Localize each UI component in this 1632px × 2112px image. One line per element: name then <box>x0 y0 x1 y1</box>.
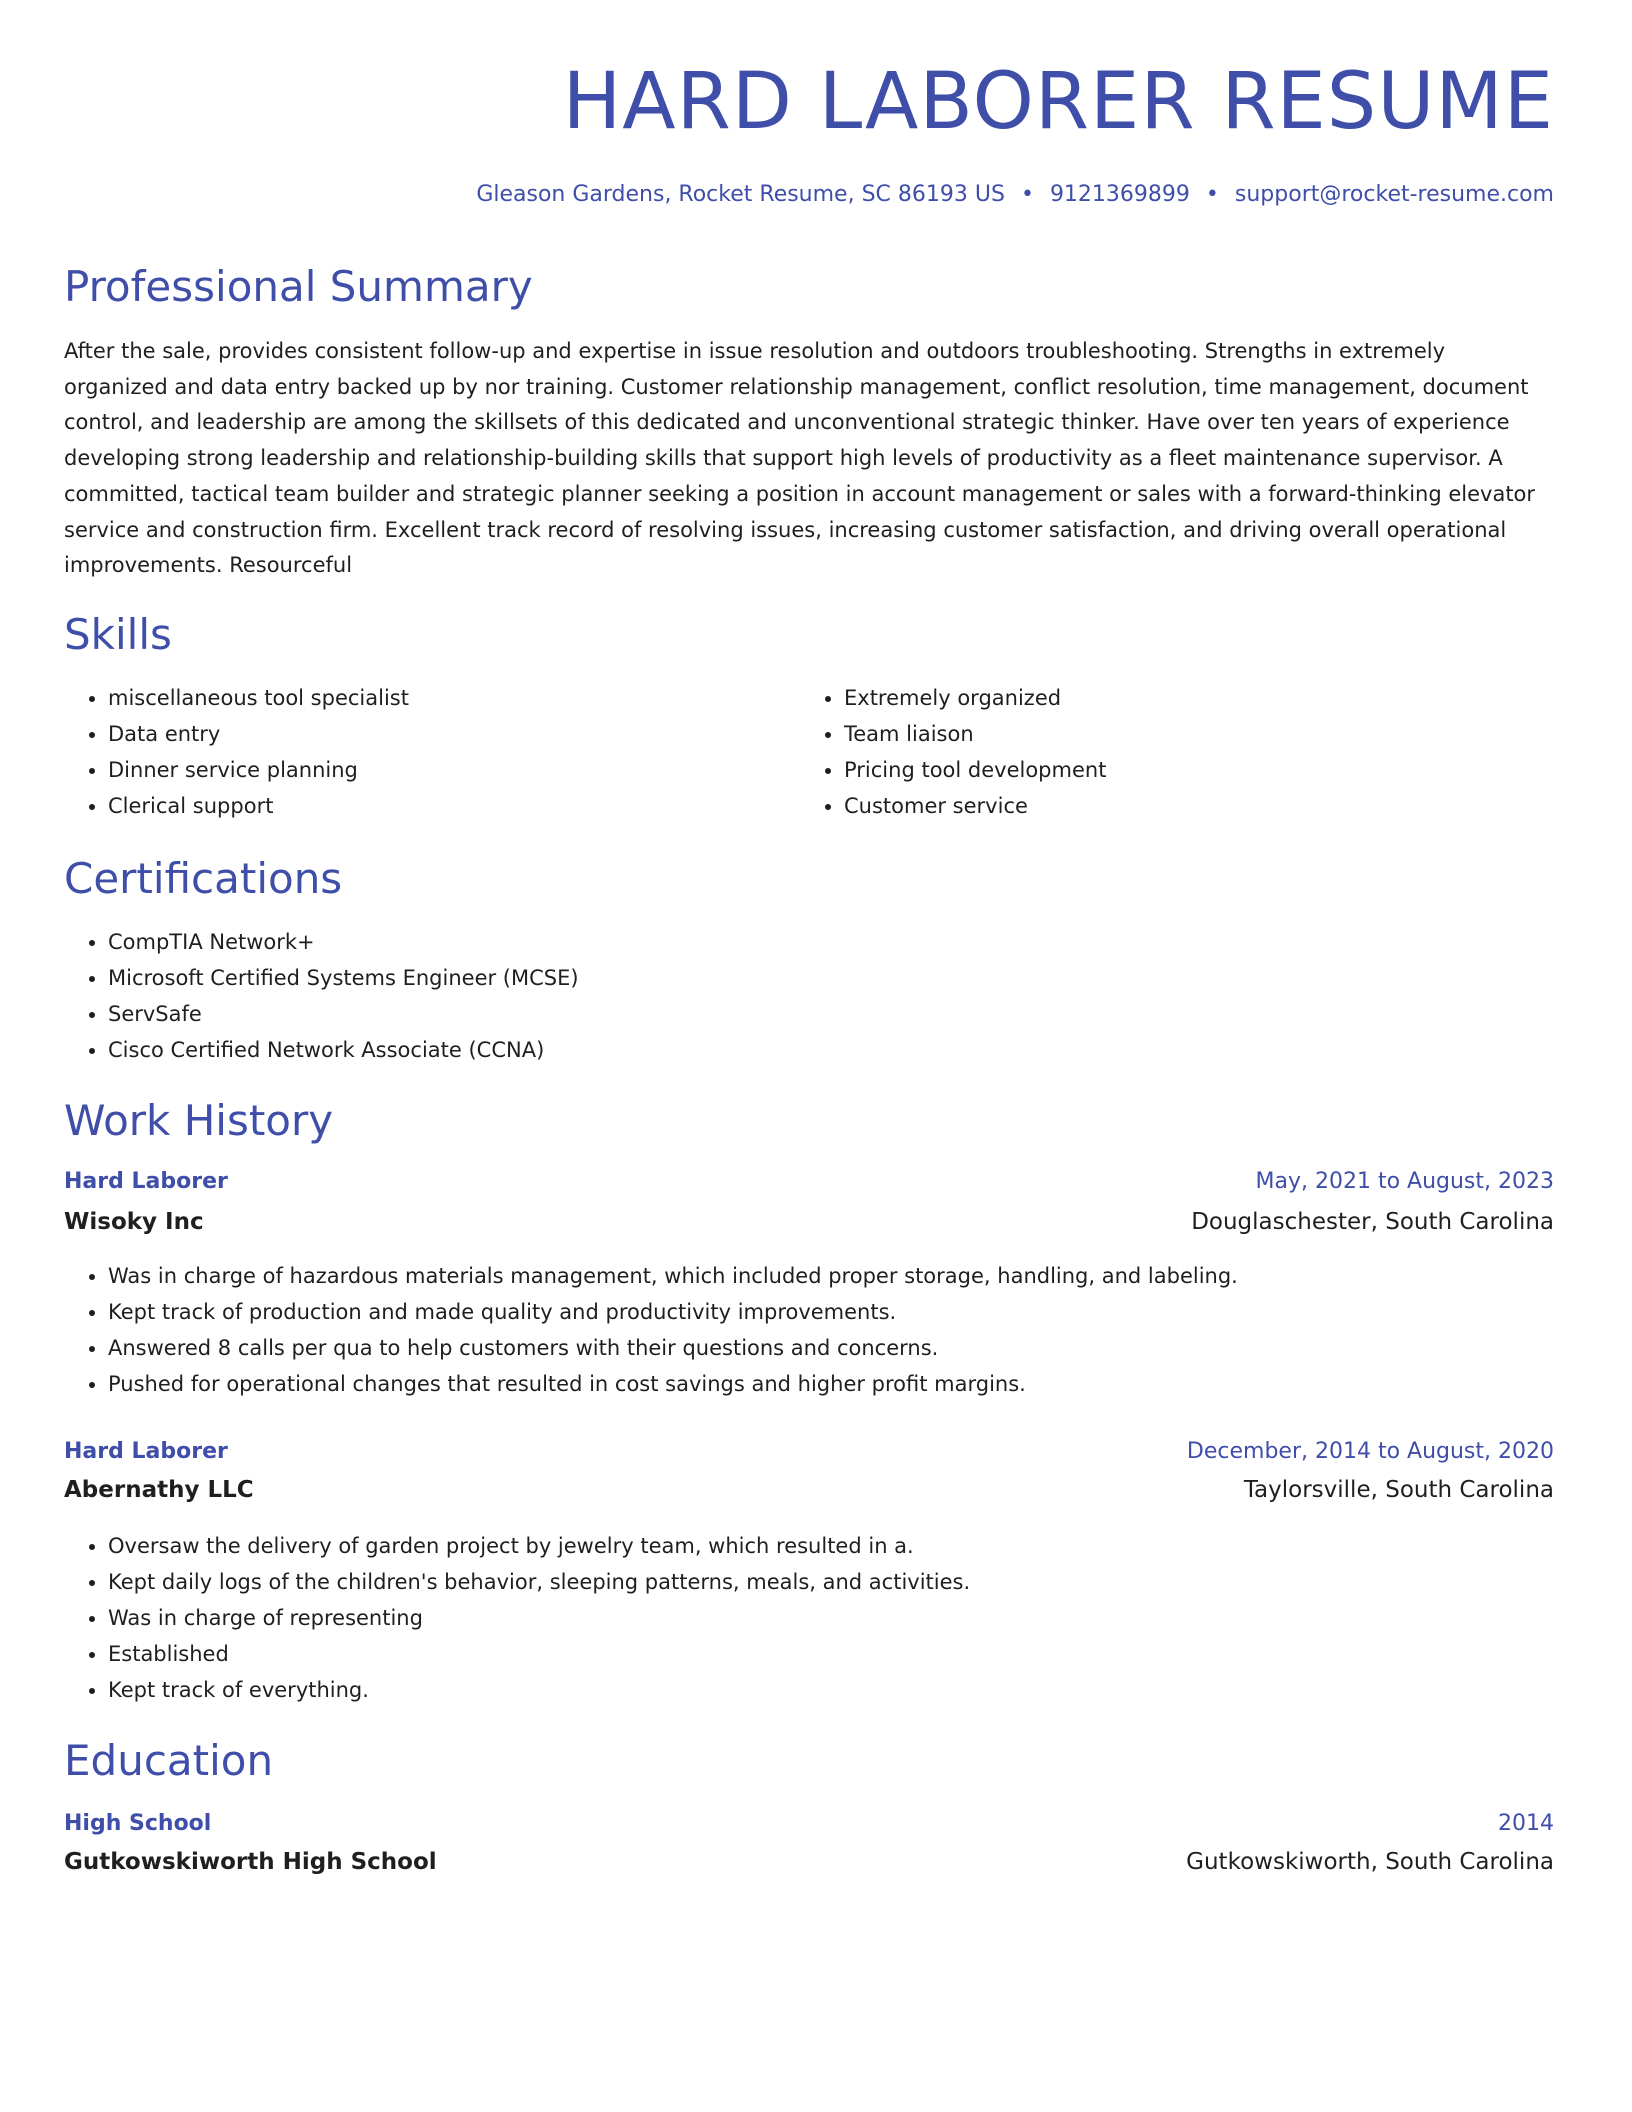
job-bullet: • Was in charge of hazardous materials management, which included proper storage, handling, and labeling. <box>108 1258 1548 1294</box>
job-bullet: • Kept track of everything. <box>108 1672 1548 1708</box>
skill-item: • Dinner service planning <box>108 752 798 788</box>
education-header-row <box>64 1808 1554 1840</box>
job-bullet: • Kept daily logs of the children's behavior, sleeping patterns, meals, and activities. <box>108 1564 1548 1600</box>
education-location: Gutkowskiworth, South Carolina <box>1186 1849 1554 1875</box>
certification-item: • Cisco Certified Network Associate (CCNA) <box>108 1032 1508 1068</box>
job-company: Abernathy LLC <box>64 1477 254 1503</box>
skill-item: • miscellaneous tool specialist <box>108 680 798 716</box>
certification-item: • CompTIA Network+ <box>108 924 1508 960</box>
education-year: 2014 <box>1498 1811 1554 1836</box>
job-header-row <box>64 1436 1554 1468</box>
certification-item: • ServSafe <box>108 996 1508 1032</box>
summary-heading: Professional Summary <box>64 262 533 311</box>
job-company: Wisoky Inc <box>64 1209 204 1235</box>
summary-text: After the sale, provides consistent follow-up and expertise in issue resolution and outdoors troubleshooting. Strengths in extremely organized and data entry backed up by nor training. Customer relationship management, conflict resolution, time management, document control, and leadership are among the skillsets of this dedicated and unconventional strategic thinker. Have over ten years of experience developing strong leadership and relationship-building skills that support high levels of productivity as a fleet maintenance supervisor. A committed, tactical team builder and strategic planner seeking a position in account management or sales with a forward-thinking elevator service and construction firm. Excellent track record of resolving issues, increasing customer satisfaction, and driving overall operational improvements. Resourceful <box>64 339 1536 578</box>
job-title: Hard Laborer <box>64 1439 228 1464</box>
skill-item: • Pricing tool development <box>844 752 1544 788</box>
job-location: Taylorsville, South Carolina <box>1243 1477 1554 1503</box>
job-dates: May, 2021 to August, 2023 <box>1255 1169 1554 1194</box>
job-bullet: • Answered 8 calls per qua to help customers with their questions and concerns. <box>108 1330 1548 1366</box>
education-school: Gutkowskiworth High School <box>64 1849 437 1875</box>
skill-item: • Data entry <box>108 716 798 752</box>
contact-email: support@rocket-resume.com <box>1234 182 1554 207</box>
skills-list-left <box>64 680 798 824</box>
contact-separator: • <box>1205 182 1219 207</box>
job-header-row <box>64 1166 1554 1198</box>
job-location: Douglaschester, South Carolina <box>1191 1209 1554 1235</box>
resume-title: HARD LABORER RESUME <box>562 57 1554 147</box>
contact-separator: • <box>1020 182 1034 207</box>
job-bullet: • Established <box>108 1636 1548 1672</box>
job-bullet: • Pushed for operational changes that resulted in cost savings and higher profit margins. <box>108 1366 1548 1402</box>
job-bullet: • Oversaw the delivery of garden project by jewelry team, which resulted in a. <box>108 1528 1548 1564</box>
contact-phone: 9121369899 <box>1049 182 1190 207</box>
skill-item: • Extremely organized <box>844 680 1544 716</box>
job-dates: December, 2014 to August, 2020 <box>1186 1439 1554 1464</box>
job-bullet: • Was in charge of representing <box>108 1600 1548 1636</box>
education-school-row <box>64 1846 1554 1878</box>
job-bullets <box>64 1528 1548 1708</box>
certification-item: • Microsoft Certified Systems Engineer (MCSE) <box>108 960 1508 996</box>
certifications-heading: Certifications <box>64 854 343 903</box>
job-bullets <box>64 1258 1548 1402</box>
contact-line <box>476 180 1554 210</box>
work-history-heading: Work History <box>64 1096 334 1145</box>
job-title: Hard Laborer <box>64 1169 228 1194</box>
skills-heading: Skills <box>64 610 172 659</box>
skill-item: • Clerical support <box>108 788 798 824</box>
skills-list-right <box>800 680 1544 824</box>
certifications-list <box>64 924 1508 1068</box>
education-heading: Education <box>64 1736 274 1785</box>
skill-item: • Customer service <box>844 788 1544 824</box>
job-company-row <box>64 1474 1554 1506</box>
education-degree: High School <box>64 1811 212 1836</box>
job-company-row <box>64 1206 1554 1238</box>
skill-item: • Team liaison <box>844 716 1544 752</box>
job-bullet: • Kept track of production and made quality and productivity improvements. <box>108 1294 1548 1330</box>
contact-address: Gleason Gardens, Rocket Resume, SC 86193 US <box>476 182 1005 207</box>
